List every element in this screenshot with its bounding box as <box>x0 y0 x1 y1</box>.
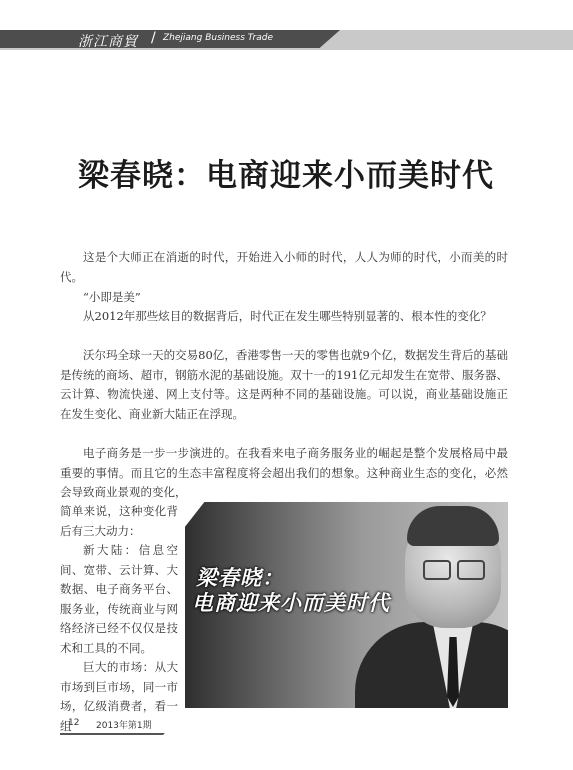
photo-caption-headline: 电商迎来小而美时代 <box>192 591 390 615</box>
magazine-english-name: Zhejiang Business Trade <box>163 33 274 43</box>
magazine-logo: 浙江商貿 <box>78 34 138 50</box>
photo-hair <box>407 506 499 546</box>
photo-suit <box>355 622 508 708</box>
paragraph-intro: 这是个大师正在消逝的时代，开始进入小师的时代，人人为师的时代，小而美的时代。 <box>60 250 508 284</box>
paragraph-subhead: “小即是美” <box>83 290 141 304</box>
paragraph-new-continent: 新大陆：信息空间、宽带、云计算、大数据、电子商务平台、服务业，传统商业与网络经济已经不仅仅是技术和工具的不同。 <box>60 543 178 655</box>
article-title: 梁春晓：电商迎来小而美时代 <box>78 158 494 194</box>
footer-rule <box>60 733 160 735</box>
page-number: 12 <box>68 718 80 728</box>
photo-glasses-left <box>423 560 451 580</box>
paragraph-huge-market: 巨大的市场：从大市场到巨市场，同一市场，亿级消费者，看一组 <box>60 660 178 733</box>
issue-label: 2013年第1期 <box>96 721 152 731</box>
header-separator: / <box>151 30 156 46</box>
footer-rule-tail <box>149 733 165 735</box>
paragraph-ecommerce: 电子商务是一步一步演进的。在我看来电子商务服务业的崛起是整个发展格局中最重要的事情。而且它的生态丰富程度将会超出我们的想象。这种商业生态的变化，必然会导致商业景观的变化， <box>60 446 508 500</box>
photo-caption-name: 梁春晓： <box>196 566 284 590</box>
paragraph-question: 从2012年那些炫目的数据背后，时代正在发生哪些特别显著的、根本性的变化？ <box>83 309 492 323</box>
paragraph-walmart: 沃尔玛全球一天的交易80亿，香港零售一天的零售也就9个亿，数据发生背后的基础是传统的商场、超市，钢筋水泥的基础设施。双十一的191亿元却发生在宽带、服务器、云计算、物流快递、网上支付等。这是两种不同的基础设施。可以说，商业基础设施正在发生变化、商业新大陆正在浮现。 <box>60 348 508 421</box>
paragraph-three-forces: 简单来说，这种变化背后有三大动力： <box>60 504 178 538</box>
photo-glasses-right <box>457 560 485 580</box>
